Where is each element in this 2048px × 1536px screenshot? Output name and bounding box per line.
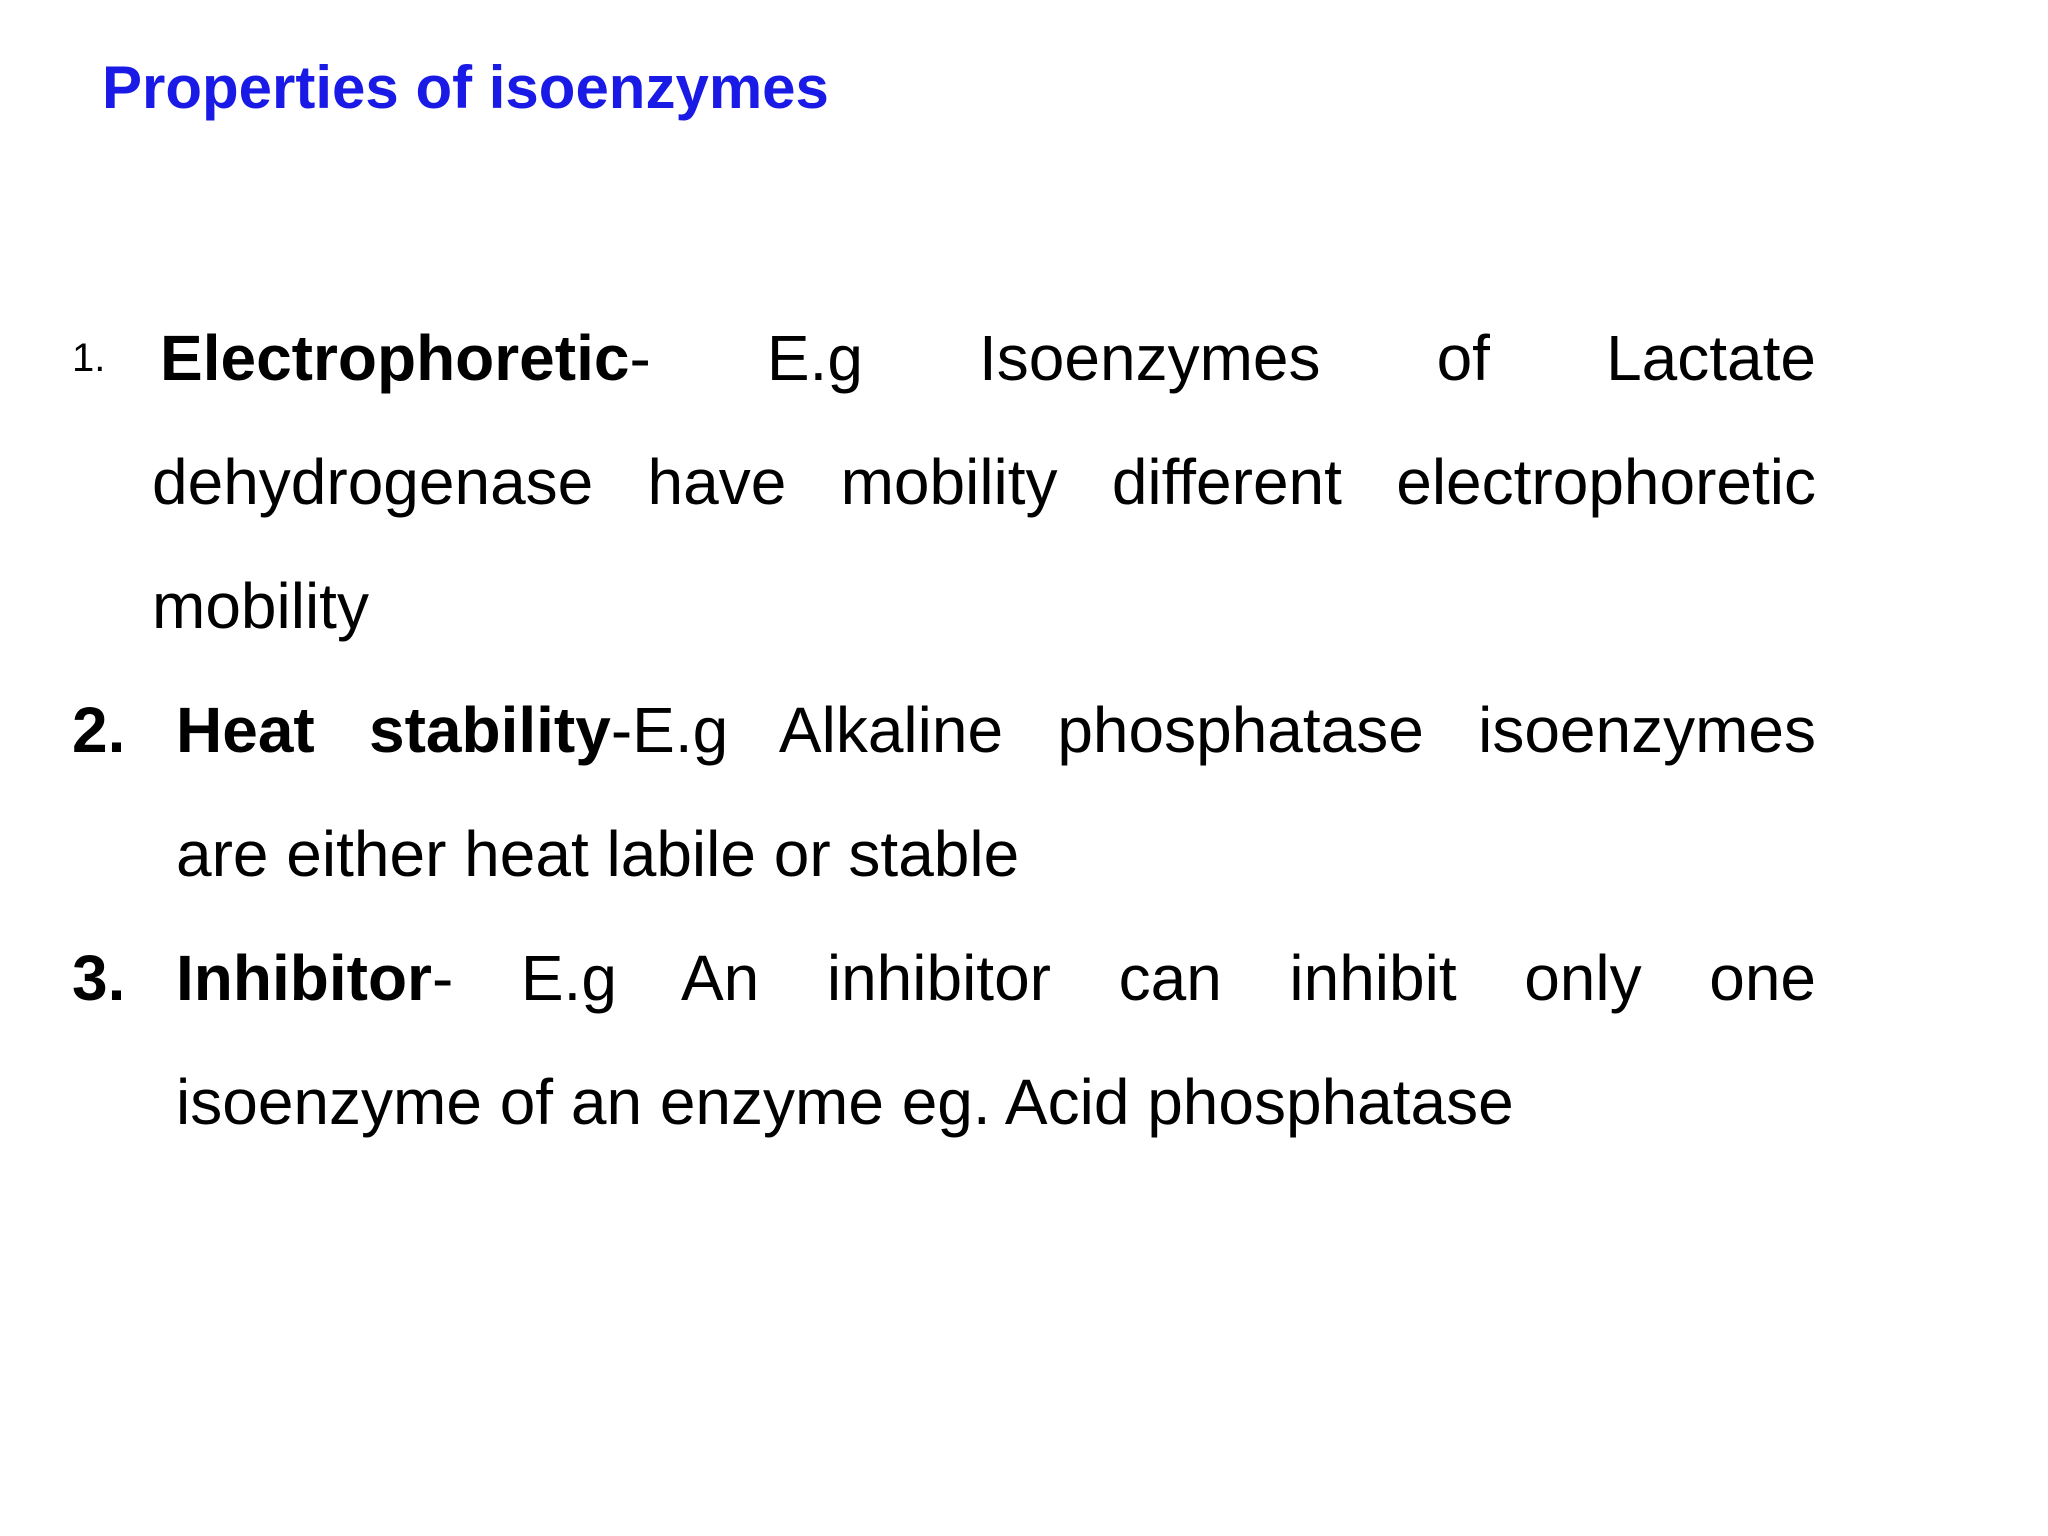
list-item-first-line (176, 668, 1816, 792)
list-number: 2. (72, 694, 126, 766)
list-item-text: - E.g Isoenzymes of Lactate (629, 322, 1816, 394)
list-item-body (176, 668, 1816, 916)
list-item-first-line (160, 296, 1816, 420)
list-item-first-line (176, 916, 1816, 1040)
list-item-inhibitor (72, 916, 1816, 1164)
list-item-text: isoenzyme of an enzyme eg. Acid phosphatase (176, 1066, 1514, 1138)
list-item-text: mobility (152, 570, 369, 642)
list-item-text: -E.g Alkaline phosphatase isoenzymes (610, 694, 1817, 766)
list-item-body (152, 296, 1816, 668)
list-item-term: Heat stability (176, 694, 611, 766)
list-item-body (176, 916, 1816, 1164)
list-item-text: are either heat labile or stable (176, 818, 1020, 890)
list-number: 1. (72, 336, 106, 380)
list-item-text: dehydrogenase have mobility different electrophoretic (152, 446, 1816, 518)
list-item-text: - E.g An inhibitor can inhibit only one (431, 942, 1816, 1014)
list-item-term: Inhibitor (176, 942, 432, 1014)
list-item-term: Electrophoretic (160, 322, 630, 394)
slide-title: Properties of isoenzymes (102, 54, 829, 121)
list-item-heat-stability (72, 668, 1816, 916)
list-number: 3. (72, 942, 126, 1014)
list-item-electrophoretic (72, 296, 1816, 668)
